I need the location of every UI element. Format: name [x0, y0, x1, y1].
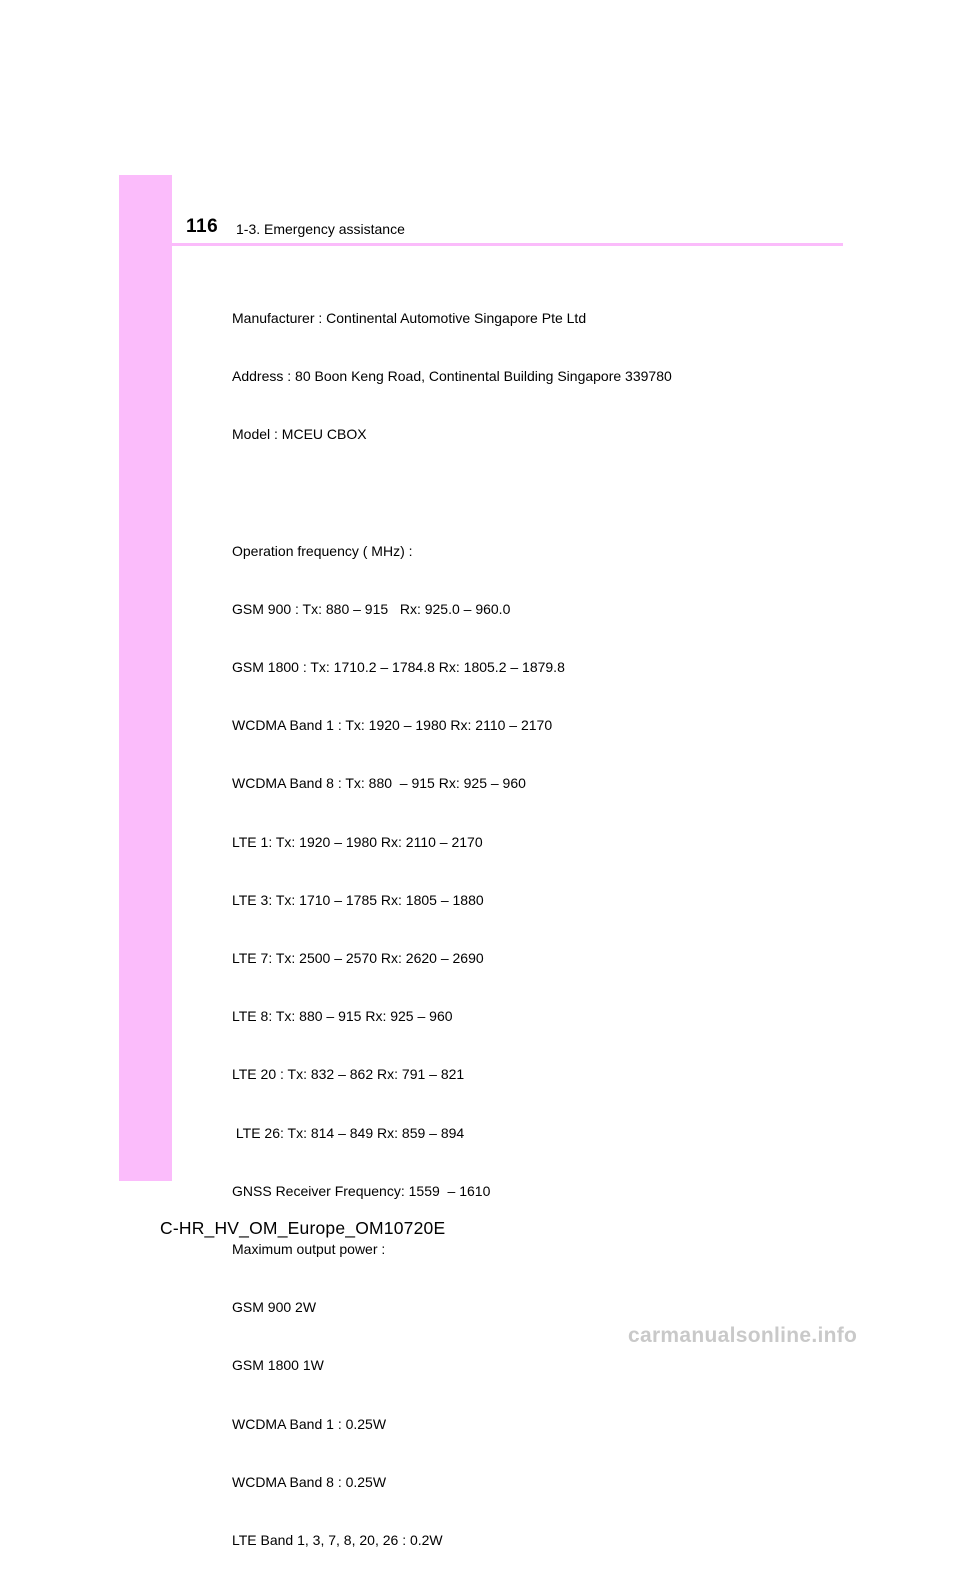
- manufacturer-line: Manufacturer : Continental Automotive Singapore Pte Ltd: [232, 309, 587, 326]
- model-line: Model : MCEU CBOX: [232, 426, 367, 443]
- spec-line: WCDMA Band 8 : 0.25W: [232, 1473, 387, 1490]
- spec-line: GSM 1800 1W: [232, 1357, 324, 1374]
- page-number: 116: [186, 216, 219, 237]
- spec-line: GNSS Receiver Frequency: 1559 – 1610: [232, 1182, 491, 1199]
- header-divider: [119, 243, 843, 246]
- spec-line: LTE 3: Tx: 1710 – 1785 Rx: 1805 – 1880: [232, 891, 484, 908]
- spec-line: LTE 20 : Tx: 832 – 862 Rx: 791 – 821: [232, 1066, 465, 1083]
- spec-line: GSM 900 : Tx: 880 – 915 Rx: 925.0 – 960.0: [232, 600, 511, 617]
- spec-line: Operation frequency ( MHz) :: [232, 542, 413, 559]
- spec-line: LTE 8: Tx: 880 – 915 Rx: 925 – 960: [232, 1008, 453, 1025]
- section-side-band: [119, 175, 172, 1181]
- spec-line: GSM 1800 : Tx: 1710.2 – 1784.8 Rx: 1805.2 – 1879.8: [232, 659, 565, 676]
- spec-line: Maximum output power :: [232, 1241, 386, 1258]
- spec-line: LTE Band 1, 3, 7, 8, 20, 26 : 0.2W: [232, 1532, 443, 1549]
- spec-line: LTE 7: Tx: 2500 – 2570 Rx: 2620 – 2690: [232, 950, 484, 967]
- section-title: 1-3. Emergency assistance: [236, 221, 405, 237]
- address-line: Address : 80 Boon Keng Road, Continental Building Singapore 339780: [232, 368, 672, 385]
- spec-text-block: [232, 270, 832, 1570]
- spec-line: WCDMA Band 1 : 0.25W: [232, 1415, 387, 1432]
- spec-line: LTE 1: Tx: 1920 – 1980 Rx: 2110 – 2170: [232, 833, 483, 850]
- watermark-text[interactable]: carmanualsonline.info: [628, 1324, 858, 1347]
- document-code: C-HR_HV_OM_Europe_OM10720E: [160, 1218, 446, 1238]
- spec-line: LTE 26: Tx: 814 – 849 Rx: 859 – 894: [232, 1124, 465, 1141]
- spec-line: WCDMA Band 1 : Tx: 1920 – 1980 Rx: 2110 – 2170: [232, 717, 553, 734]
- paragraph-gap: [232, 483, 832, 502]
- spec-line: GSM 900 2W: [232, 1299, 317, 1316]
- spec-line: WCDMA Band 8 : Tx: 880 – 915 Rx: 925 – 960: [232, 775, 526, 792]
